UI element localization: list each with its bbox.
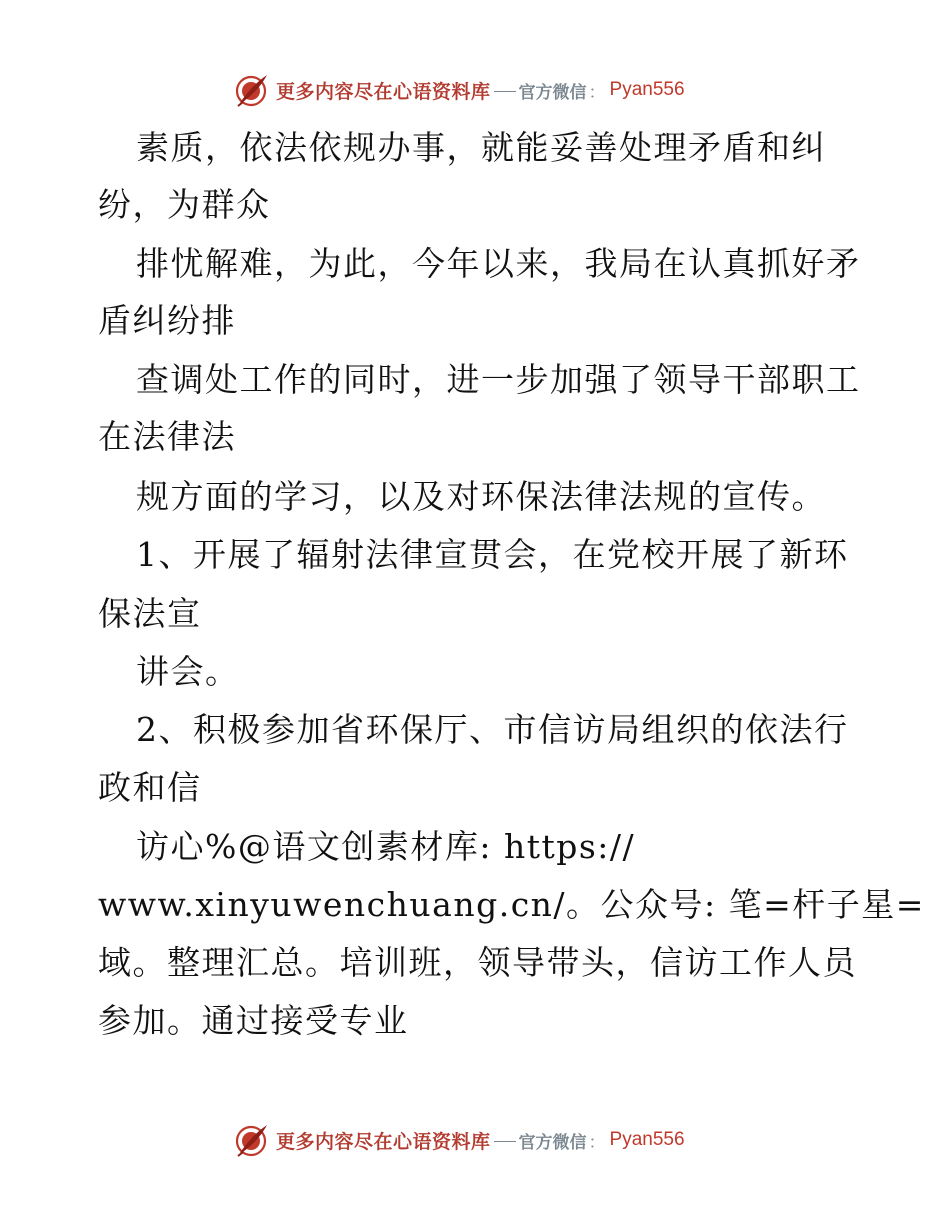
body-line: 政和信 bbox=[98, 768, 202, 807]
footer-dash bbox=[494, 1141, 516, 1142]
body-line: 盾纠纷排 bbox=[98, 301, 236, 340]
header-wechat-id: Pyan556 bbox=[609, 79, 685, 100]
quill-pen-logo-icon bbox=[234, 1122, 270, 1158]
header-brand-text: 更多内容尽在心语资料库 bbox=[276, 80, 491, 103]
body-line: 纷，为群众 bbox=[98, 185, 271, 224]
body-line: 排忧解难，为此，今年以来，我局在认真抓好矛 bbox=[136, 244, 861, 283]
body-line: 参加。通过接受专业 bbox=[98, 1001, 409, 1040]
body-line: 访心%@语文创素材库: https:// bbox=[136, 827, 636, 866]
header-label-text: 官方微信 bbox=[518, 82, 587, 103]
body-line: 素质，依法依规办事，就能妥善处理矛盾和纠 bbox=[136, 128, 826, 167]
footer-brand-text: 更多内容尽在心语资料库 bbox=[276, 1130, 491, 1153]
footer-banner bbox=[234, 1120, 714, 1160]
footer-colon: ： bbox=[588, 1132, 606, 1153]
body-line: 保法宣 bbox=[98, 594, 202, 633]
body-line: 规方面的学习，以及对环保法律法规的宣传。 bbox=[136, 477, 826, 516]
body-line: 查调处工作的同时，进一步加强了领导干部职工 bbox=[136, 360, 861, 399]
footer-label-text: 官方微信 bbox=[518, 1132, 587, 1153]
body-line: 1、开展了辐射法律宣贯会，在党校开展了新环 bbox=[136, 535, 849, 574]
body-line: 在法律法 bbox=[98, 417, 236, 456]
body-line: www.xinyuwenchuang.cn/。公众号: 笔=杆子星= bbox=[98, 885, 925, 924]
body-line: 域。整理汇总。培训班，领导带头，信访工作人员 bbox=[98, 943, 857, 982]
body-line: 2、积极参加省环保厅、市信访局组织的依法行 bbox=[136, 710, 849, 749]
quill-pen-logo-icon bbox=[234, 72, 270, 108]
footer-wechat-id: Pyan556 bbox=[609, 1129, 685, 1150]
header-dash bbox=[494, 91, 516, 92]
header-colon: ： bbox=[588, 82, 606, 103]
header-banner bbox=[234, 70, 714, 110]
body-line: 讲会。 bbox=[136, 652, 240, 691]
